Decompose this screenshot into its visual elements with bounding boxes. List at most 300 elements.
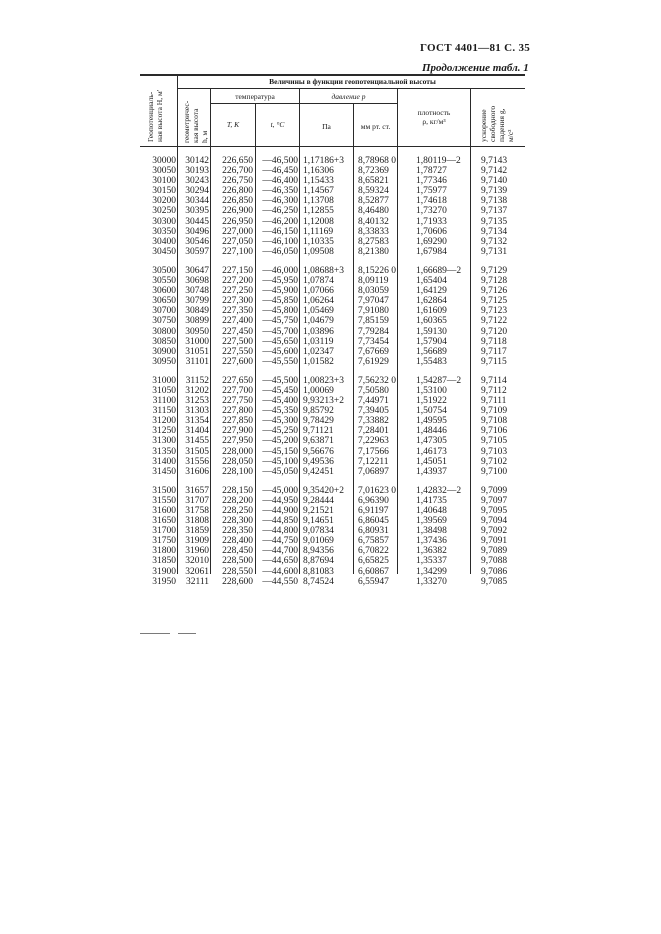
table-cell: 9,7142 — [481, 166, 508, 177]
table-cell: —46,250 — [262, 206, 298, 217]
table-cell: 9,7089 — [481, 546, 508, 557]
table-cell: 30950 — [185, 326, 209, 337]
table-cell: 9,7108 — [481, 416, 508, 427]
table-cell: 226,900 — [222, 206, 253, 217]
table-cell: 9,07834 — [303, 526, 334, 537]
table-cell: 31606 — [185, 466, 209, 477]
table-cell: 1,75977 — [416, 186, 447, 197]
table-cell: 1,51922 — [416, 396, 447, 407]
table-cell: —45,900 — [262, 286, 298, 297]
table-cell: 9,7131 — [481, 246, 508, 257]
table-cell: 6,60867 — [358, 566, 389, 577]
table-cell: 30300 — [152, 216, 176, 227]
table-cell: 1,61609 — [416, 306, 447, 317]
table-cell: 30900 — [152, 346, 176, 357]
table-cell: 31600 — [152, 506, 176, 516]
table-cell: 1,59130 — [416, 326, 447, 337]
table-cell: 1,55483 — [416, 356, 447, 367]
table-cell: 1,53100 — [416, 385, 447, 396]
table-cell: 1,03119 — [303, 336, 334, 347]
table-cell: 1,40648 — [416, 506, 447, 516]
table-cell: 9,7085 — [481, 576, 508, 587]
table-cell: 1,12008 — [303, 216, 334, 227]
table-cell: 226,800 — [222, 186, 253, 197]
table-cell: —45,700 — [262, 326, 298, 337]
table-cell: 31950 — [152, 576, 176, 587]
table-cell: —46,000 — [262, 265, 298, 276]
table-cell: —45,100 — [262, 456, 298, 467]
table-cell: 1,36382 — [416, 546, 447, 557]
table-cell: 227,800 — [222, 406, 253, 417]
table-cell: 1,02347 — [303, 346, 334, 357]
table-cell: 1,03896 — [303, 326, 334, 337]
table-cell: 1,47305 — [416, 436, 447, 447]
table-cell: 9,7114 — [481, 375, 507, 386]
table-cell: 9,28444 — [303, 495, 334, 506]
table-cell: —44,900 — [262, 506, 298, 516]
table-cell: —45,300 — [262, 416, 298, 427]
table-cell: 228,500 — [222, 556, 253, 567]
table-cell: 30445 — [185, 216, 209, 227]
table-cell: 6,55947 — [358, 576, 389, 587]
table-cell: —44,550 — [262, 576, 298, 587]
table-cell: 30750 — [152, 316, 176, 327]
table-cell: 8,74524 — [303, 576, 334, 587]
table-cell: 9,7117 — [481, 346, 507, 357]
table-cell: 228,600 — [222, 576, 253, 587]
table-cell: 227,100 — [222, 246, 253, 257]
table-cell: 1,67984 — [416, 246, 447, 257]
table-cell: 9,7092 — [481, 526, 508, 537]
table-cell: 227,000 — [222, 226, 253, 237]
table-cell: 30748 — [185, 286, 209, 297]
table-cell: —46,300 — [262, 196, 298, 207]
table-cell: —45,600 — [262, 346, 298, 357]
table-cell: 31150 — [152, 406, 176, 417]
table-cell: 9,7086 — [481, 566, 508, 577]
header-temperature-c: t, °C — [270, 120, 285, 129]
table-cell: 9,7094 — [481, 516, 508, 527]
table-cell: 9,7100 — [481, 466, 508, 477]
table-cell: 7,85159 — [358, 316, 389, 327]
table-cell: —46,200 — [262, 216, 298, 227]
table-cell: —44,800 — [262, 526, 298, 537]
table-cell: 31800 — [152, 546, 176, 557]
table-cell: 6,80931 — [358, 526, 389, 537]
table-cell: 7,79284 — [358, 326, 389, 337]
table-cell: 8,40132 — [358, 216, 389, 227]
table-cell: 8,52877 — [358, 196, 389, 207]
table-cell: 30500 — [152, 265, 176, 276]
table-cell: 227,200 — [222, 276, 253, 287]
table-cell: 1,64129 — [416, 286, 447, 297]
table-cell: 31050 — [152, 385, 176, 396]
table-cell: 9,71121 — [303, 426, 334, 437]
table-cell: —45,500 — [262, 375, 298, 386]
table-cell: 226,700 — [222, 166, 253, 177]
table-cell: 228,550 — [222, 566, 253, 577]
table-cell: 6,65825 — [358, 556, 389, 567]
table-cell: 1,46173 — [416, 446, 447, 457]
table-cell: 1,00823+3 — [303, 375, 344, 386]
table-cell: 9,7103 — [481, 446, 508, 457]
table-cell: 31859 — [185, 526, 209, 537]
table-cell: 32061 — [185, 566, 209, 577]
table-cell: 30800 — [152, 326, 176, 337]
column-geometric-height — [178, 156, 209, 587]
column-temperature-k — [211, 156, 253, 587]
table-cell: 31051 — [185, 346, 209, 357]
atmosphere-table — [140, 74, 525, 587]
table-cell: —45,800 — [262, 306, 298, 317]
table-cell: 1,77346 — [416, 176, 447, 187]
table-cell: 9,7105 — [481, 436, 508, 447]
subgroup-rule — [211, 103, 397, 104]
table-cell: 9,7129 — [481, 265, 508, 276]
table-cell: 6,86045 — [358, 516, 389, 527]
table-cell: 30950 — [152, 356, 176, 367]
table-cell: 8,15226 0 — [358, 265, 396, 276]
table-cell: 7,17566 — [358, 446, 389, 457]
header-temperature: температура — [235, 92, 275, 101]
table-cell: —45,050 — [262, 466, 298, 477]
table-cell: 1,35337 — [416, 556, 447, 567]
table-cell: 7,61929 — [358, 356, 389, 367]
bottom-rule-fragment — [178, 633, 196, 634]
table-cell: 1,49595 — [416, 416, 447, 427]
table-cell: 9,85792 — [303, 406, 334, 417]
table-cell: 31404 — [185, 426, 209, 437]
table-cell: 227,250 — [222, 286, 253, 297]
table-cell: 30100 — [152, 176, 176, 187]
table-cell: 30395 — [185, 206, 209, 217]
table-cell: 228,000 — [222, 446, 253, 457]
table-cell: 30344 — [185, 196, 209, 207]
table-cell: 6,96390 — [358, 495, 389, 506]
table-cell: 31550 — [152, 495, 176, 506]
table-cell: 9,7126 — [481, 286, 508, 297]
table-cell: —46,350 — [262, 186, 298, 197]
table-cell: 227,700 — [222, 385, 253, 396]
table-continuation-label: Продолжение табл. 1 — [422, 62, 529, 74]
table-cell: 31400 — [152, 456, 176, 467]
header-temperature-k: T, K — [226, 120, 240, 129]
table-cell: 9,49536 — [303, 456, 334, 467]
table-cell: 8,59324 — [358, 186, 389, 197]
column-temperature-c — [256, 156, 298, 587]
table-cell: 226,850 — [222, 196, 253, 207]
table-cell: —46,100 — [262, 236, 298, 247]
table-cell: 227,500 — [222, 336, 253, 347]
table-cell: —44,750 — [262, 536, 298, 547]
table-cell: —45,250 — [262, 426, 298, 437]
header-pressure-pa: Па — [322, 122, 331, 131]
table-cell: 8,81083 — [303, 566, 334, 577]
table-cell: 7,91080 — [358, 306, 389, 317]
table-cell: 8,27583 — [358, 236, 389, 247]
table-cell: 9,7099 — [481, 485, 508, 496]
table-cell: 1,00069 — [303, 385, 334, 396]
table-cell: 9,7097 — [481, 495, 508, 506]
table-cell: 30050 — [152, 166, 176, 177]
table-cell: 30546 — [185, 236, 209, 247]
table-cell: 228,250 — [222, 506, 253, 516]
table-cell: 1,74618 — [416, 196, 447, 207]
column-gravity — [481, 156, 523, 587]
table-cell: 7,33882 — [358, 416, 389, 427]
table-cell: 1,80119—2 — [416, 156, 461, 166]
table-cell: 31202 — [185, 385, 209, 396]
table-cell: 1,33270 — [416, 576, 447, 587]
table-cell: 1,43937 — [416, 466, 447, 477]
table-top-rule — [140, 74, 525, 76]
table-cell: 9,7137 — [481, 206, 508, 217]
table-cell: 7,01623 0 — [358, 485, 396, 496]
table-cell: 32111 — [185, 576, 209, 587]
table-cell: 9,7115 — [481, 356, 507, 367]
table-cell: 1,73270 — [416, 206, 447, 217]
table-cell: 31850 — [152, 556, 176, 567]
group-title-rule — [178, 88, 525, 89]
table-cell: 7,06897 — [358, 466, 389, 477]
table-cell: 7,28401 — [358, 426, 389, 437]
table-cell: 8,09119 — [358, 276, 389, 287]
table-cell: 30799 — [185, 296, 209, 307]
table-cell: 9,7122 — [481, 316, 508, 327]
table-cell: 8,94356 — [303, 546, 334, 557]
table-cell: 31650 — [152, 516, 176, 527]
table-cell: —45,350 — [262, 406, 298, 417]
table-cell: 6,70822 — [358, 546, 389, 557]
table-cell: 30600 — [152, 286, 176, 297]
table-cell: 227,850 — [222, 416, 253, 427]
table-cell: 226,750 — [222, 176, 253, 187]
table-cell: 31960 — [185, 546, 209, 557]
table-cell: 1,69290 — [416, 236, 447, 247]
table-cell: 30899 — [185, 316, 209, 327]
table-cell: 8,78968 0 — [358, 156, 396, 166]
table-cell: 31556 — [185, 456, 209, 467]
table-cell: 9,35420+2 — [303, 485, 344, 496]
table-cell: 1,34299 — [416, 566, 447, 577]
table-cell: 31909 — [185, 536, 209, 547]
table-cell: 30250 — [152, 206, 176, 217]
table-cell: 30850 — [152, 336, 176, 347]
table-cell: 228,350 — [222, 526, 253, 537]
table-cell: 32010 — [185, 556, 209, 567]
table-cell: 31657 — [185, 485, 209, 496]
table-cell: 31450 — [152, 466, 176, 477]
table-cell: 9,7139 — [481, 186, 508, 197]
table-cell: 1,12855 — [303, 206, 334, 217]
table-cell: —46,500 — [262, 156, 298, 166]
table-cell: 8,65821 — [358, 176, 389, 187]
table-cell: 1,04679 — [303, 316, 334, 327]
page-header: ГОСТ 4401—81 С. 35 — [420, 42, 531, 54]
table-cell: 1,09508 — [303, 246, 334, 257]
table-cell: 7,56232 0 — [358, 375, 396, 386]
table-cell: 7,22963 — [358, 436, 389, 447]
header-density: плотность ρ, кг/м³ — [417, 108, 451, 126]
table-cell: 1,65404 — [416, 276, 447, 287]
table-cell: —45,200 — [262, 436, 298, 447]
table-cell: 9,93213+2 — [303, 396, 344, 407]
table-cell: 227,950 — [222, 436, 253, 447]
table-cell: 227,300 — [222, 296, 253, 307]
table-cell: 9,7120 — [481, 326, 508, 337]
table-cell: 6,91197 — [358, 506, 389, 516]
table-cell: 9,7123 — [481, 306, 508, 317]
table-cell: —45,450 — [262, 385, 298, 396]
table-cell: 8,72369 — [358, 166, 389, 177]
table-cell: 228,050 — [222, 456, 253, 467]
table-cell: —45,550 — [262, 356, 298, 367]
table-cell: 8,33833 — [358, 226, 389, 237]
table-cell: 6,75857 — [358, 536, 389, 547]
table-cell: 228,400 — [222, 536, 253, 547]
table-cell: 30200 — [152, 196, 176, 207]
table-cell: 31700 — [152, 526, 176, 537]
table-cell: 1,06264 — [303, 296, 334, 307]
table-cell: 227,150 — [222, 265, 253, 276]
table-cell: 30650 — [152, 296, 176, 307]
table-cell: 7,50580 — [358, 385, 389, 396]
table-cell: 31101 — [185, 356, 209, 367]
table-cell: 228,150 — [222, 485, 253, 496]
table-cell: 31455 — [185, 436, 209, 447]
table-cell: 1,15433 — [303, 176, 334, 187]
table-cell: 9,7143 — [481, 156, 508, 166]
table-cell: 9,01069 — [303, 536, 334, 547]
table-cell: 227,050 — [222, 236, 253, 247]
table-cell: 1,38498 — [416, 526, 447, 537]
table-cell: 31707 — [185, 495, 209, 506]
table-cell: 9,7091 — [481, 536, 508, 547]
column-geopotential-height — [140, 156, 176, 587]
table-cell: 31303 — [185, 406, 209, 417]
table-cell: 8,87694 — [303, 556, 334, 567]
table-cell: 1,11169 — [303, 226, 334, 237]
table-cell: 1,71933 — [416, 216, 447, 227]
table-cell: 31152 — [185, 375, 209, 386]
table-cell: 1,14567 — [303, 186, 334, 197]
table-cell: —45,750 — [262, 316, 298, 327]
table-cell: 1,62864 — [416, 296, 447, 307]
column-pressure-pa — [303, 156, 353, 587]
table-cell: 1,17186+3 — [303, 156, 344, 166]
table-cell: 1,13708 — [303, 196, 334, 207]
table-cell: 7,44971 — [358, 396, 389, 407]
table-cell: 9,7109 — [481, 406, 508, 417]
table-cell: 228,450 — [222, 546, 253, 557]
table-cell: 9,7118 — [481, 336, 507, 347]
table-cell: —45,650 — [262, 336, 298, 347]
column-density — [416, 156, 472, 587]
table-cell: 30700 — [152, 306, 176, 317]
table-cell: 31808 — [185, 516, 209, 527]
table-cell: 1,48446 — [416, 426, 447, 437]
table-cell: 9,7134 — [481, 226, 508, 237]
table-cell: —44,650 — [262, 556, 298, 567]
table-cell: 9,7140 — [481, 176, 508, 187]
table-cell: —44,950 — [262, 495, 298, 506]
table-cell: 31900 — [152, 566, 176, 577]
table-cell: 227,400 — [222, 316, 253, 327]
table-cell: 31253 — [185, 396, 209, 407]
table-cell: 30450 — [152, 246, 176, 257]
table-cell: 9,7128 — [481, 276, 508, 287]
table-cell: 31758 — [185, 506, 209, 516]
table-cell: 1,10335 — [303, 236, 334, 247]
table-cell: 9,7095 — [481, 506, 508, 516]
table-cell: 7,67669 — [358, 346, 389, 357]
table-cell: —45,850 — [262, 296, 298, 307]
table-cell: 8,46480 — [358, 206, 389, 217]
table-cell: 30294 — [185, 186, 209, 197]
table-cell: 31250 — [152, 426, 176, 437]
table-cell: —44,850 — [262, 516, 298, 527]
table-cell: —45,150 — [262, 446, 298, 457]
header-pressure-mmhg: мм рт. ст. — [360, 122, 391, 131]
table-cell: 30647 — [185, 265, 209, 276]
header-geometric-height: геометричес- кая высота h, м — [182, 100, 209, 143]
table-cell: 31000 — [185, 336, 209, 347]
table-cell: —46,400 — [262, 176, 298, 187]
table-cell: 1,78727 — [416, 166, 447, 177]
table-cell: 1,37436 — [416, 536, 447, 547]
table-cell: 9,42451 — [303, 466, 334, 477]
header-group-title: Величины в функции геопотенциальной высоты — [269, 77, 436, 86]
table-cell: 227,450 — [222, 326, 253, 337]
table-cell: —44,600 — [262, 566, 298, 577]
table-cell: 1,66689—2 — [416, 265, 462, 276]
table-cell: 1,70606 — [416, 226, 447, 237]
table-cell: 7,12211 — [358, 456, 389, 467]
table-cell: 30496 — [185, 226, 209, 237]
table-cell: 227,600 — [222, 356, 253, 367]
table-cell: 1,08688+3 — [303, 265, 344, 276]
table-cell: —45,400 — [262, 396, 298, 407]
table-cell: 30350 — [152, 226, 176, 237]
table-cell: 30849 — [185, 306, 209, 317]
table-cell: 228,200 — [222, 495, 253, 506]
table-cell: 1,39569 — [416, 516, 447, 527]
table-cell: 227,350 — [222, 306, 253, 317]
table-cell: 9,7112 — [481, 385, 507, 396]
table-cell: 9,7138 — [481, 196, 508, 207]
table-cell: 30550 — [152, 276, 176, 287]
table-cell: —44,700 — [262, 546, 298, 557]
table-cell: 9,7111 — [481, 396, 507, 407]
table-cell: —46,150 — [262, 226, 298, 237]
table-cell: 30243 — [185, 176, 209, 187]
table-cell: 1,05469 — [303, 306, 334, 317]
header-pressure: давление p — [331, 92, 366, 101]
header-gravity: ускорение свободного падения g, м/с² — [479, 105, 515, 142]
table-cell: 1,07066 — [303, 286, 334, 297]
table-cell: 30400 — [152, 236, 176, 247]
column-pressure-mmhg — [358, 156, 414, 587]
table-cell: 1,16306 — [303, 166, 334, 177]
table-cell: 9,7132 — [481, 236, 508, 247]
table-cell: 1,50754 — [416, 406, 447, 417]
table-cell: 1,07874 — [303, 276, 334, 287]
table-cell: 9,78429 — [303, 416, 334, 427]
table-cell: 30193 — [185, 166, 209, 177]
table-cell: 7,97047 — [358, 296, 389, 307]
table-cell: 30698 — [185, 276, 209, 287]
table-cell: 1,41735 — [416, 495, 447, 506]
